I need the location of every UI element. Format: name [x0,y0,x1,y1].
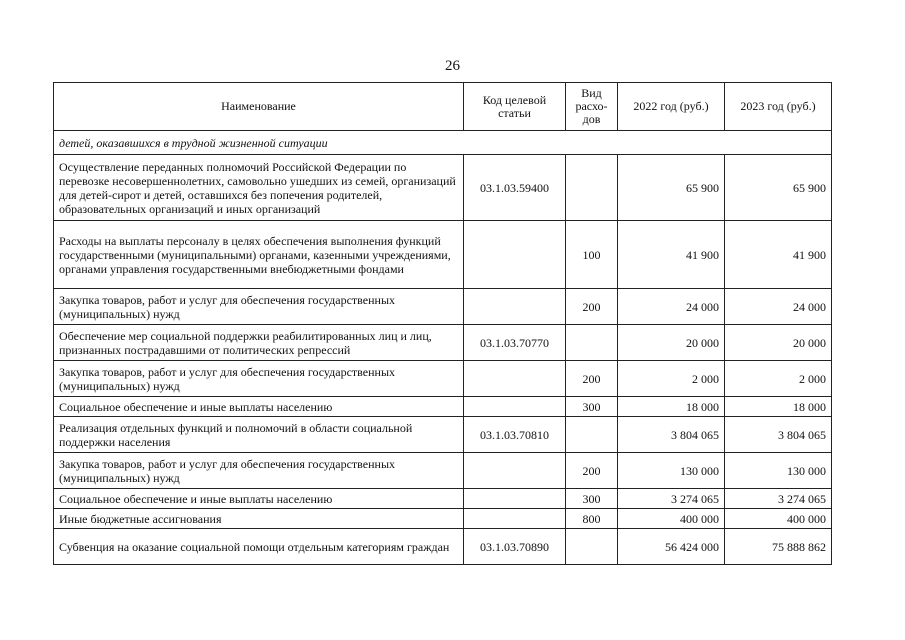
row-expense-type-cell [566,155,618,221]
row-code-cell: 03.1.03.70890 [464,529,566,565]
row-code-cell [464,509,566,529]
row-expense-type-cell [566,417,618,453]
row-2023-amount-cell: 2 000 [725,361,832,397]
table-body [54,131,832,565]
row-2023-amount-cell: 75 888 862 [725,529,832,565]
row-code-cell [464,453,566,489]
table-row [54,417,832,453]
row-name-cell: Социальное обеспечение и иные выплаты населению [54,397,464,417]
row-name-cell: Социальное обеспечение и иные выплаты населению [54,489,464,509]
row-2023-amount-cell: 41 900 [725,221,832,289]
row-code-cell [464,221,566,289]
column-header-2022: 2022 год (руб.) [618,83,725,131]
section-title-row [54,131,832,155]
row-2022-amount-cell: 3 274 065 [618,489,725,509]
row-2023-amount-cell: 65 900 [725,155,832,221]
row-name-cell: Субвенция на оказание социальной помощи отдельным категориям граждан [54,529,464,565]
row-name-cell: Обеспечение мер социальной поддержки реабилитированных лиц и лиц, признанных пострадавшими от политических репрессий [54,325,464,361]
row-expense-type-cell [566,529,618,565]
table-header-row [54,83,832,131]
row-2022-amount-cell: 130 000 [618,453,725,489]
row-expense-type-cell: 100 [566,221,618,289]
row-2022-amount-cell: 3 804 065 [618,417,725,453]
row-code-cell [464,361,566,397]
budget-table [53,82,832,565]
row-expense-type-cell [566,325,618,361]
row-code-cell [464,489,566,509]
row-expense-type-cell: 200 [566,453,618,489]
row-name-cell: Иные бюджетные ассигнования [54,509,464,529]
row-2023-amount-cell: 130 000 [725,453,832,489]
row-code-cell [464,289,566,325]
row-code-cell: 03.1.03.59400 [464,155,566,221]
column-header-name: Наименование [54,83,464,131]
table-row [54,509,832,529]
section-title: детей, оказавшихся в трудной жизненной ситуации [54,131,832,155]
table-row [54,325,832,361]
row-code-cell [464,397,566,417]
page-number: 26 [445,58,460,74]
row-2023-amount-cell: 400 000 [725,509,832,529]
table-row [54,155,832,221]
row-2022-amount-cell: 41 900 [618,221,725,289]
row-name-cell: Закупка товаров, работ и услуг для обеспечения государственных (муниципальных) нужд [54,453,464,489]
row-name-cell: Реализация отдельных функций и полномочий в области социальной поддержки населения [54,417,464,453]
row-name-cell: Закупка товаров, работ и услуг для обеспечения государственных (муниципальных) нужд [54,361,464,397]
row-expense-type-cell: 300 [566,489,618,509]
row-2022-amount-cell: 18 000 [618,397,725,417]
row-expense-type-cell: 200 [566,361,618,397]
row-expense-type-cell: 800 [566,509,618,529]
row-2022-amount-cell: 2 000 [618,361,725,397]
column-header-2023: 2023 год (руб.) [725,83,832,131]
row-2023-amount-cell: 18 000 [725,397,832,417]
row-code-cell: 03.1.03.70810 [464,417,566,453]
row-2023-amount-cell: 3 804 065 [725,417,832,453]
row-2023-amount-cell: 24 000 [725,289,832,325]
row-name-cell: Закупка товаров, работ и услуг для обеспечения государственных (муниципальных) нужд [54,289,464,325]
row-code-cell: 03.1.03.70770 [464,325,566,361]
row-2022-amount-cell: 65 900 [618,155,725,221]
row-name-cell: Расходы на выплаты персоналу в целях обеспечения выполнения функций государственными (муниципальными) органами, казенными учреждениями, органами управления государственными внебюджетными фондами [54,221,464,289]
row-2022-amount-cell: 56 424 000 [618,529,725,565]
column-header-code: Код целевой статьи [464,83,566,131]
column-header-expense-type: Вид расхо-дов [566,83,618,131]
row-2022-amount-cell: 24 000 [618,289,725,325]
table-row [54,453,832,489]
row-2022-amount-cell: 400 000 [618,509,725,529]
row-2023-amount-cell: 20 000 [725,325,832,361]
row-2022-amount-cell: 20 000 [618,325,725,361]
row-expense-type-cell: 200 [566,289,618,325]
table-row [54,397,832,417]
table-row [54,289,832,325]
table-row [54,489,832,509]
row-name-cell: Осуществление переданных полномочий Российской Федерации по перевозке несовершеннолетних, самовольно ушедших из семей, организаций для детей-сирот и детей, оставшихся без попечения родителей, образовательных организаций и иных организаций [54,155,464,221]
row-expense-type-cell: 300 [566,397,618,417]
row-2023-amount-cell: 3 274 065 [725,489,832,509]
table-row [54,361,832,397]
table-row [54,529,832,565]
table-row [54,221,832,289]
